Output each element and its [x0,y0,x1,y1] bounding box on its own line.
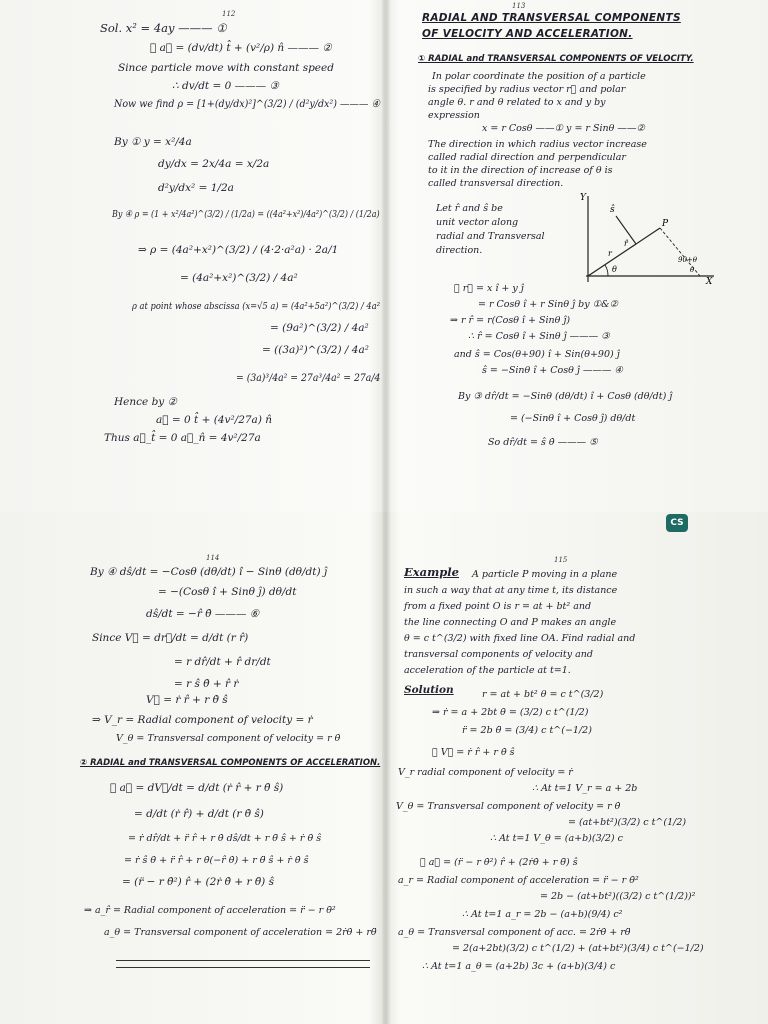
page-112 [0,0,384,512]
page-number: 114 [206,554,220,562]
text-line: is specified by radius vector r⃗ and polar [428,84,626,95]
radius-vector [588,228,660,276]
section-title: RADIAL AND TRANSVERSAL COMPONENTS [422,12,681,24]
equation-line: ∴ r̂ = Cosθ î + Sinθ ĵ ——— ③ [468,331,610,342]
diagram-label-s: ŝ [610,205,615,215]
text-line: expression [428,110,480,121]
end-double-rule [116,960,370,968]
text-line: unit vector along [436,217,519,228]
equation-line: = (r̈ − r θ̇²) r̂ + (2ṙ θ̇ + r θ̈) ŝ [122,876,274,888]
equation-line: = (−Sinθ î + Cosθ ĵ) dθ/dt [510,413,636,424]
camscanner-badge: CS [666,514,688,532]
equation-line: ∴ At t=1 a_θ = (a+2b) 3c + (a+b)(3/4) c [422,961,616,972]
equation-line: = (at+bt²)(3/2) c t^(1/2) [568,817,687,828]
equation-line: Now we find ρ = [1+(dy/dx)²]^(3/2) / (d²y/dx²) ——— ④ [114,98,380,110]
equation-line: ŝ = −Sinθ î + Cosθ ĵ ——— ④ [482,365,623,376]
equation-line: ρ at point whose abscissa (x=√5 a) = (4a²+5a²)^(3/2) / 4a² [132,301,381,312]
equation-line: Thus a⃗_t̂ = 0 a⃗_n̂ = 4v²/27a [104,432,261,444]
text-line: from a fixed point O is r = at + bt² and [404,601,592,612]
equation-line: ∵ a⃗ = dV⃗/dt = d/dt (ṙ r̂ + r θ̇ ŝ) [110,782,284,794]
equation-line: ∵ r⃗ = x î + y ĵ [454,283,524,294]
equation-line: By ① y = x²/4a [114,136,192,148]
diagram-label-90-theta: 90+θ [678,256,697,264]
page-114 [0,512,384,1024]
page-number: 115 [554,556,568,564]
solution-label: Solution [404,684,454,696]
equation-line: = 2(a+2bt)(3/2) c t^(1/2) + (at+bt²)(3/4) c t^(−1/2) [452,943,704,954]
page-115 [392,512,768,1024]
text-line: called radial direction and perpendicular [428,152,626,163]
text-line: In polar coordinate the position of a particle [432,71,646,82]
equation-line: = r ŝ θ̇ + r̂ ṙ [174,678,239,690]
equation-line: r̈ = 2b θ̈ = (3/4) c t^(−1/2) [462,725,592,736]
equation-line: = r dr̂/dt + r̂ dr/dt [174,656,271,668]
equation-line: = r Cosθ î + r Sinθ ĵ by ①&② [478,299,619,310]
diagram-label-y: Y [580,193,586,203]
equation-line: dŝ/dt = −r̂ θ̇ ——— ⑥ [146,608,260,620]
equation-line: ∴ dv/dt = 0 ——— ③ [172,80,279,92]
equation-line: ∴ At t=1 a_r = 2b − (a+b)(9/4) c² [462,909,623,920]
equation-line: ∴ At t=1 V_θ = (a+b)(3/2) c [490,833,623,844]
equation-line: = 2b − (at+bt²)((3/2) c t^(1/2))² [540,891,696,902]
solution-line: Sol. x² = 4ay ——— ① [100,21,227,35]
equation-line: = ((3a)²)^(3/2) / 4a² [262,344,369,356]
diagram-label-r-hat: r̂ [624,239,628,248]
equation-line: dy/dx = 2x/4a = x/2a [158,158,270,170]
equation-line: x = r Cosθ ——① y = r Sinθ ——② [482,123,645,134]
equation-line: V_r radial component of velocity = ṙ [398,767,573,778]
equation-line: = (3a)³/4a² = 27a³/4a² = 27a/4 [236,372,381,384]
equation-line: ∴ At t=1 V_r = a + 2b [532,783,638,794]
text-line: called transversal direction. [428,178,564,189]
polar-diagram [578,192,718,284]
equation-line: a⃗ = 0 t̂ + (4v²/27a) n̂ [156,414,273,426]
equation-line: a_θ = Transversal component of acc. = 2ṙθ̇ + rθ̈ [398,927,631,938]
equation-line: So dr̂/dt = ŝ θ̇ ——— ⑤ [488,437,598,448]
diagram-label-x: X [706,277,713,284]
text-line: Let r̂ and ŝ be [436,203,503,214]
equation-line: and ŝ = Cos(θ+90) î + Sin(θ+90) ĵ [454,349,620,360]
equation-line: = (4a²+x²)^(3/2) / 4a² [180,272,298,284]
text-line: radial and Transversal [436,231,545,242]
equation-line: ∵ a⃗ = (dv/dt) t̂ + (v²/ρ) n̂ ——— ② [150,42,332,54]
equation-line: d²y/dx² = 1/2a [158,182,234,194]
equation-line: ⇒ ρ = (4a²+x²)^(3/2) / (4·2·a²a) · 2a/1 [138,244,339,256]
subsection-heading: ② RADIAL and TRANSVERSAL COMPONENTS OF ACCELERATION. [80,758,381,768]
equation-line: By ③ dr̂/dt = −Sinθ (dθ/dt) î + Cosθ (dθ/dt) ĵ [458,391,673,402]
equation-line: V_θ = Transversal component of velocity = r θ̇ [116,733,341,744]
text-line: Since particle move with constant speed [118,62,334,74]
equation-line: V_θ = Transversal component of velocity = r θ̇ [396,801,621,812]
equation-line: a_r = Radial component of acceleration = r̈ − r θ̇² [398,875,639,886]
text-line: The direction in which radius vector increase [428,139,647,150]
equation-line: = −(Cosθ î + Sinθ ĵ) dθ/dt [158,586,297,598]
example-label: Example [404,565,459,579]
equation-line: ⇒ r r̂ = r(Cosθ î + Sinθ ĵ) [450,315,571,326]
equation-line: ∵ a⃗ = (r̈ − r θ̇²) r̂ + (2ṙθ̇ + r θ̈) ŝ [420,857,578,868]
text-line: θ = c t^(3/2) with fixed line OA. Find radial and [404,633,636,644]
page-113 [392,0,768,512]
theta-arc [605,265,608,276]
text-line: to it in the direction of increase of θ is [428,165,613,176]
text-line: the line connecting O and P makes an angle [404,617,617,628]
equation-line: = ṙ ŝ θ̇ + r̈ r̂ + r θ̇(−r̂ θ̇) + r θ̈ ŝ + ṙ θ̇ ŝ [124,855,309,866]
page-number: 113 [512,2,526,10]
equation-line: Since V⃗ = dr⃗/dt = d/dt (r r̂) [92,632,249,644]
text-line: acceleration of the particle at t=1. [404,665,571,676]
equation-line: ⇒ ṙ = a + 2bt θ̇ = (3/2) c t^(1/2) [432,707,589,718]
equation-line: ∵ V⃗ = ṙ r̂ + r θ̇ ŝ [432,747,515,758]
equation-line: = d/dt (ṙ r̂) + d/dt (r θ̇ ŝ) [134,808,264,820]
equation-line: r = at + bt² θ = c t^(3/2) [482,689,604,700]
diagram-label-p: P [662,219,669,229]
text-line: angle θ. r and θ related to x and y by [428,97,606,108]
equation-line: By ④ ρ = (1 + x²/4a²)^(3/2) / (1/2a) = ((4a²+x²)/4a²)^(3/2) / (1/2a) [112,209,380,220]
equation-line: ⇒ V_r = Radial component of velocity = ṙ [92,714,313,726]
text-line: Hence by ② [114,396,177,408]
equation-line: = ṙ dr̂/dt + r̈ r̂ + r θ̇ dŝ/dt + r θ̈ ŝ + ṙ θ̇ ŝ [128,833,322,844]
diagram-label-theta-2: θ [690,266,695,274]
equation-line: V⃗ = ṙ r̂ + r θ̇ ŝ [146,694,228,706]
text-line: in such a way that at any time t, its distance [404,585,618,596]
section-title: OF VELOCITY AND ACCELERATION. [422,28,633,40]
equation-line: a_θ = Transversal component of acceleration = 2ṙθ̇ + rθ̈ [104,927,377,938]
text-line: direction. [436,245,483,256]
equation-line: = (9a²)^(3/2) / 4a² [270,322,369,334]
diagram-label-theta: θ [612,265,617,274]
bottom-notebook-spread [0,512,768,1024]
text-line: transversal components of velocity and [404,649,593,660]
subsection-heading: ① RADIAL and TRANSVERSAL COMPONENTS OF VELOCITY. [418,54,694,64]
text-line: A particle P moving in a plane [472,569,618,580]
equation-line: ⇒ a_r̂ = Radial component of acceleration = r̈ − r θ̇² [84,905,336,916]
page-number: 112 [222,10,236,18]
diagram-label-r: r [608,249,612,258]
equation-line: By ④ dŝ/dt = −Cosθ (dθ/dt) î − Sinθ (dθ/dt) ĵ [90,566,328,578]
